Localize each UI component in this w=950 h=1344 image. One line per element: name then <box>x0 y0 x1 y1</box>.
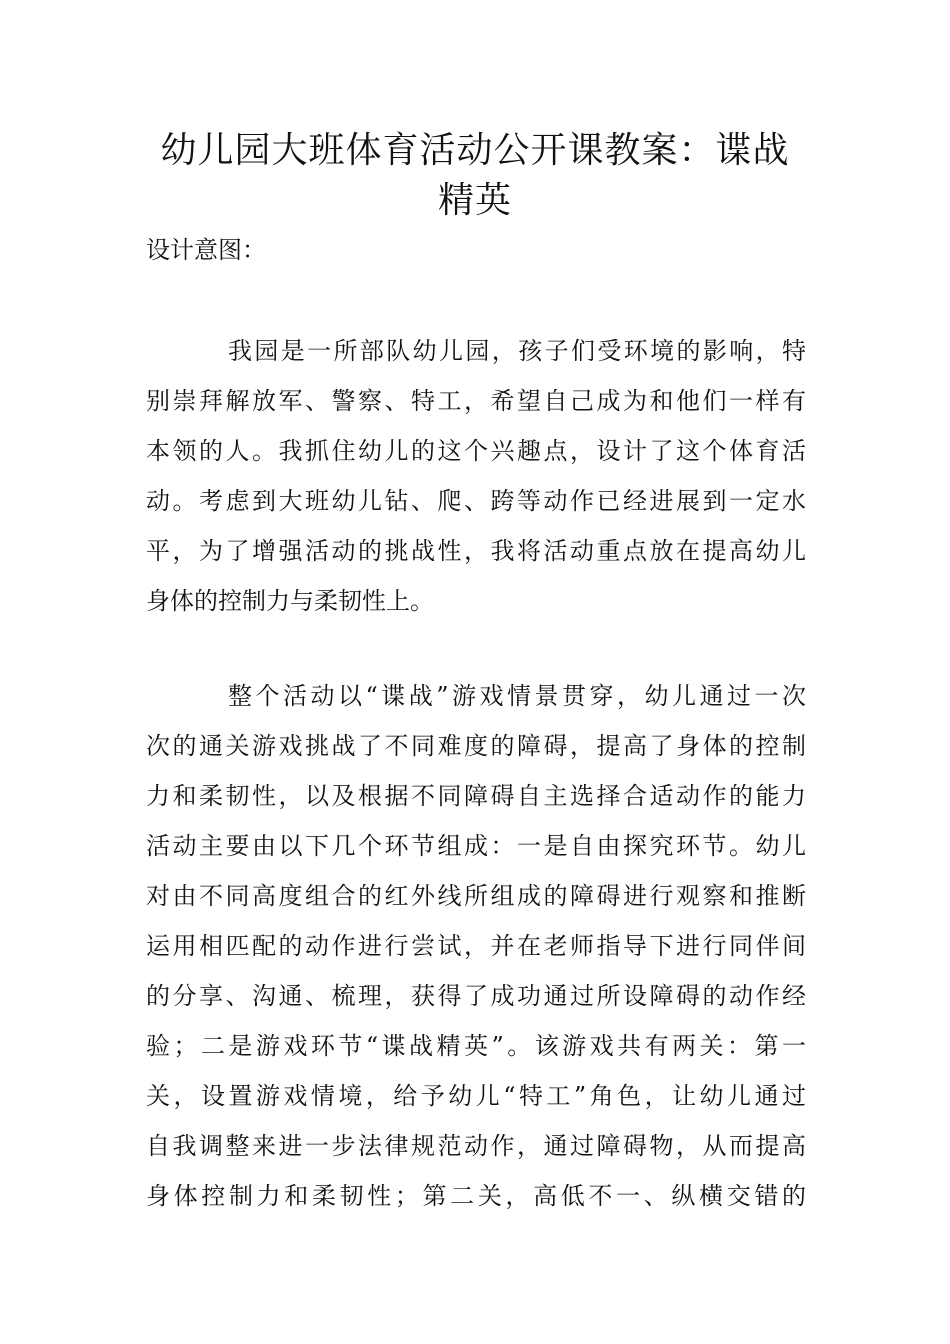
paragraph-design-intent-1 <box>146 326 806 626</box>
paragraph-line: 运用相匹配的动作进行尝试，并在老师指导下进行同伴间 <box>146 932 806 960</box>
title-line: 精英 <box>437 180 512 221</box>
paragraph-line: 对由不同高度组合的红外线所组成的障碍进行观察和推断 <box>146 882 806 910</box>
paragraph-line: 身体的控制力与柔韧性上。 <box>146 587 434 615</box>
paragraph-line: 的分享、沟通、梳理，获得了成功通过所设障碍的动作经 <box>146 982 806 1010</box>
paragraph-line: 我园是一所部队幼儿园，孩子们受环境的影响，特 <box>228 337 806 365</box>
paragraph-line: 自我调整来进一步法律规范动作，通过障碍物，从而提高 <box>146 1132 806 1160</box>
paragraph-design-intent-2 <box>146 671 806 1221</box>
title-line: 幼儿园大班体育活动公开课教案：谍战 <box>160 130 790 171</box>
paragraph-line: 身体控制力和柔韧性；第二关，高低不一、纵横交错的 <box>146 1182 806 1210</box>
paragraph-line: 验；二是游戏环节“谍战精英”。该游戏共有两关：第一 <box>146 1032 806 1060</box>
paragraph-line: 平，为了增强活动的挑战性，我将活动重点放在提高幼儿 <box>146 537 806 565</box>
paragraph-line: 关，设置游戏情境，给予幼儿“特工”角色，让幼儿通过 <box>146 1082 806 1110</box>
paragraph-line: 别崇拜解放军、警察、特工，希望自己成为和他们一样有 <box>146 387 806 415</box>
paragraph-line: 次的通关游戏挑战了不同难度的障碍，提高了身体的控制 <box>146 732 806 760</box>
paragraph-line: 力和柔韧性，以及根据不同障碍自主选择合适动作的能力 <box>146 782 806 810</box>
section-label: 设计意图： <box>146 236 266 264</box>
paragraph-line: 整个活动以“谍战”游戏情景贯穿，幼儿通过一次 <box>228 682 806 710</box>
paragraph-line: 活动主要由以下几个环节组成：一是自由探究环节。幼儿 <box>146 832 806 860</box>
paragraph-line: 本领的人。我抓住幼儿的这个兴趣点，设计了这个体育活 <box>146 437 806 465</box>
paragraph-line: 动。考虑到大班幼儿钻、爬、跨等动作已经进展到一定水 <box>146 487 806 515</box>
document-title <box>120 126 830 226</box>
